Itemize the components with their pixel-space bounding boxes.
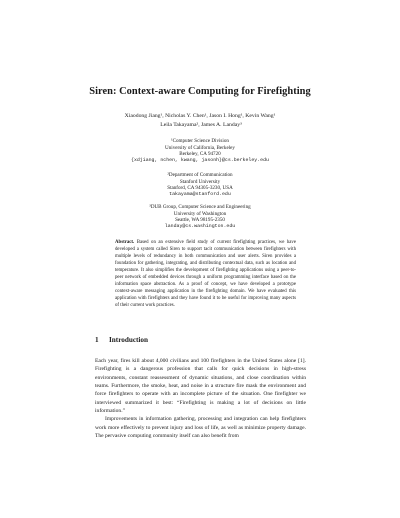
affiliation-email: takayama@stanford.edu [169, 191, 231, 197]
abstract-text: Based on an extensive field study of current firefighting practices, we have developed a system called Siren to support tacit communication between firefighters with multiple levels of redundancy in both communication and user alerts. Siren provides a foundation for gathering, integrating, and distributing contextual data, such as location and temperature. It also simplifies the development of firefighting applications using a peer-to-peer network of embedded devices through a uniform programming interface based on the information space abstraction. As a proof of concept, we have developed a prototype context-aware messaging application in the firefighting domain. We have evaluated this application with firefighters and they have found it to be useful for improving many aspects of their current work practices. [115, 240, 296, 309]
affiliation-line: Berkeley, CA 94720 [179, 151, 221, 158]
affiliation-line: ²Department of Communication [167, 172, 233, 178]
paragraph: Each year, fires kill about 4,000 civilians and 100 firefighters in the United States alone [1]. Firefighting is a dangerous profession that calls for quick decisions in high-stress environments, constant reassessment of dynamic situations, and close coordination within teams. Furthermore, the smoke, heat, and noise in a structure fire mask the environment and force firefighters to operate with an incomplete picture of the situation. One firefighter we interviewed summarized it best: “Firefighting is making a lot of decisions on little information.” [95, 358, 306, 415]
affiliation-line: Stanford, CA 94305-3230, USA [167, 185, 233, 192]
affiliation-line: Stanford University [179, 178, 221, 185]
section-heading [95, 336, 148, 344]
affiliation-line: Seattle, WA 98195-2350 [175, 217, 225, 224]
author-line-1: Xiaodong Jiang¹, Nicholas Y. Chen¹, Jason I. Hong¹, Kevin Wang¹ [124, 113, 276, 119]
section-title: Introduction [109, 336, 149, 344]
paper-title: Siren: Context-aware Computing for Firefighting [89, 86, 311, 97]
affiliation-stanford [0, 172, 400, 198]
body-text [95, 357, 306, 440]
affiliation-washington [0, 204, 400, 230]
abstract-label: Abstract. [115, 240, 135, 245]
affiliation-line: ¹Computer Science Division [171, 138, 229, 144]
abstract [115, 239, 296, 309]
affiliation-line: University of Washington [173, 210, 227, 217]
affiliation-email: {xdjiang, nchen, kwang, jasonh}@cs.berkeley.edu [131, 157, 269, 163]
paragraph: Improvements in information gathering, processing and integration can help firefighters work more effectively to prevent injury and loss of life, as well as minimize property damage. The pervasive computing community itself can also benefit from [95, 416, 306, 440]
section-number: 1 [95, 336, 99, 344]
affiliation-line: ³DUB Group, Computer Science and Engineering [149, 204, 251, 210]
affiliation-email: landay@cs.washington.edu [164, 223, 236, 229]
affiliation-line: University of California, Berkeley [165, 144, 235, 151]
author-line-2: Leila Takayama², James A. Landay³ [160, 122, 242, 128]
affiliation-berkeley [0, 138, 400, 164]
author-list [0, 112, 400, 130]
